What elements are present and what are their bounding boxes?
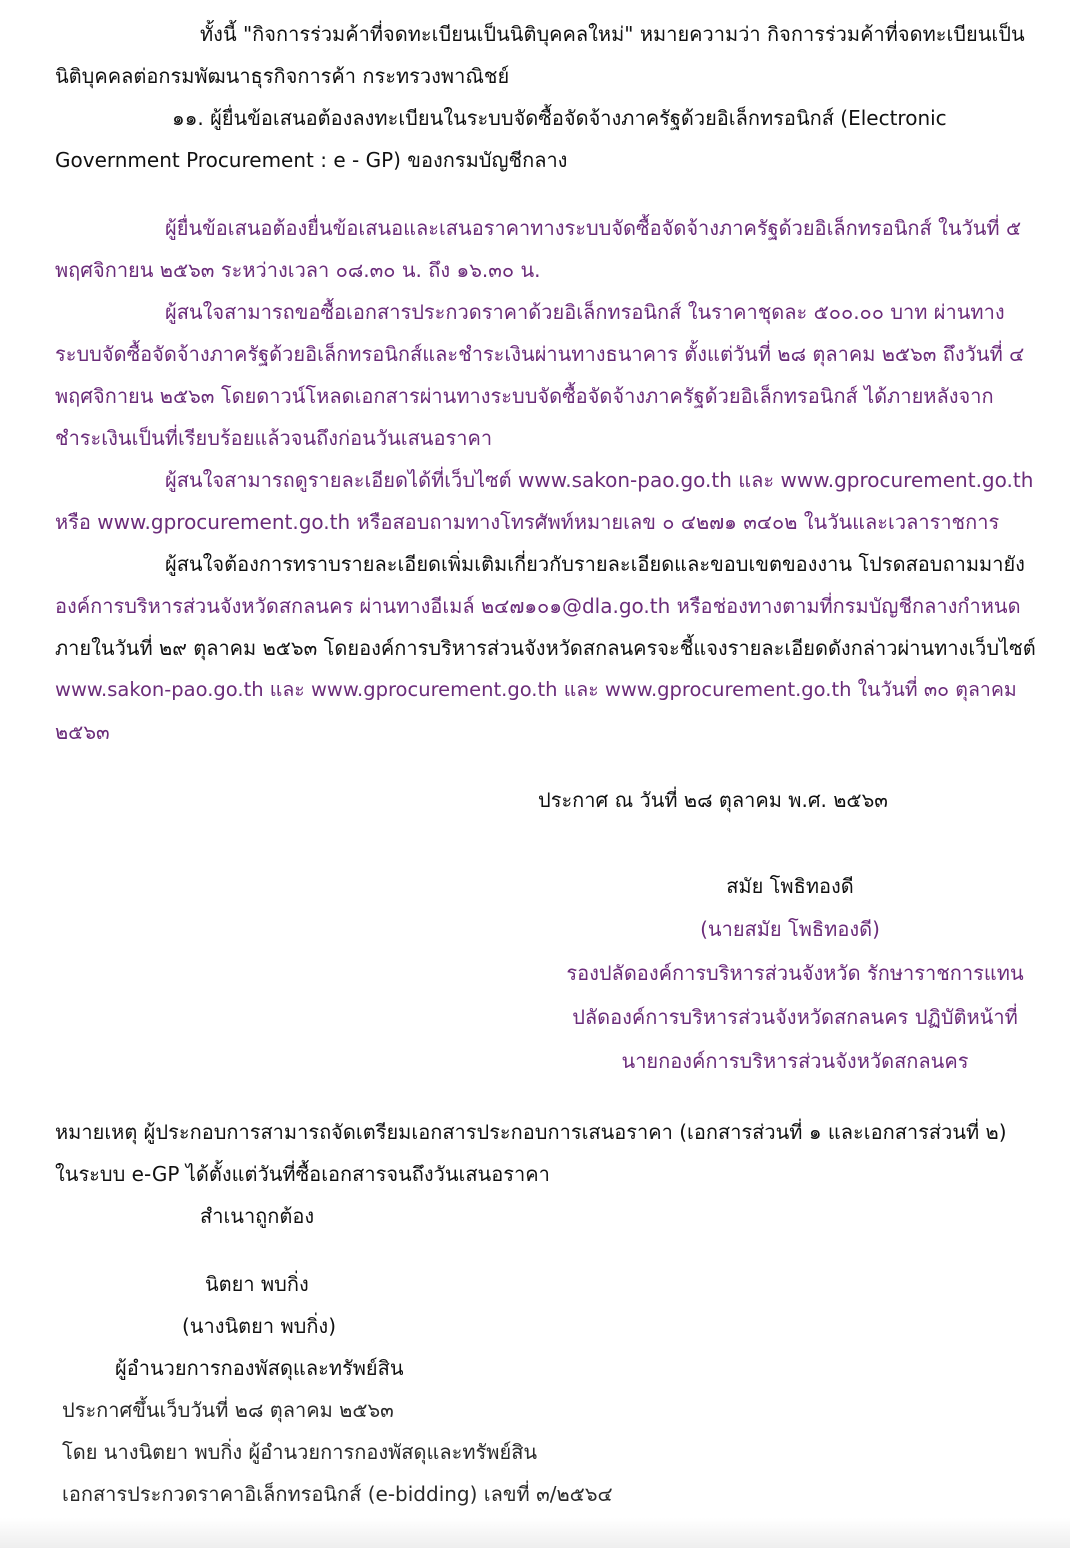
certifier-position: ผู้อำนวยการกองพัสดุและทรัพย์สิน	[115, 1356, 404, 1380]
purchase-paragraph-line2: ระบบจัดซื้อจัดจ้างภาครัฐด้วยอิเล็กทรอนิกส์และชำระเงินผ่านทางธนาคาร ตั้งแต่วันที่ ๒๘ ตุลาคม ๒๕๖๓ ถึงวันที่ ๔	[55, 342, 1025, 366]
website-paragraph-line1: ผู้สนใจสามารถดูรายละเอียดได้ที่เว็บไซต์ www.sakon-pao.go.th และ www.gprocurement.go.th	[165, 468, 1034, 492]
signer-position-line3: นายกองค์การบริหารส่วนจังหวัดสกลนคร	[621, 1049, 969, 1073]
announcement-date: ประกาศ ณ วันที่ ๒๘ ตุลาคม พ.ศ. ๒๕๖๓	[538, 788, 888, 812]
submission-paragraph-line1: ผู้ยื่นข้อเสนอต้องยื่นข้อเสนอและเสนอราคาทางระบบจัดซื้อจัดจ้างภาครัฐด้วยอิเล็กทรอนิกส์ ในวันที่ ๕	[165, 216, 1022, 240]
purchase-paragraph-line1: ผู้สนใจสามารถขอซื้อเอกสารประกวดราคาด้วยอิเล็กทรอนิกส์ ในราคาชุดละ ๕๐๐.๐๐ บาท ผ่านทาง	[165, 300, 1005, 324]
paragraph-joint-venture-line2: นิติบุคคลต่อกรมพัฒนาธุรกิจการค้า กระทรวงพาณิชย์	[55, 64, 510, 88]
note-line1: หมายเหตุ ผู้ประกอบการสามารถจัดเตรียมเอกสารประกอบการเสนอราคา (เอกสารส่วนที่ ๑ และเอกสารส่วนที่ ๒)	[55, 1120, 1007, 1144]
inquiry-paragraph-line2: องค์การบริหารส่วนจังหวัดสกลนคร ผ่านทางอีเมล์ ๒๔๗๑๐๑@dla.go.th หรือช่องทางตามที่กรมบัญชีกลางกำหนด	[55, 594, 1021, 618]
signer-full-name: (นายสมัย โพธิทองดี)	[700, 917, 880, 941]
website-paragraph-line2: หรือ www.gprocurement.go.th หรือสอบถามทางโทรศัพท์หมายเลข ๐ ๔๒๗๑ ๓๔๐๒ ในวันและเวลาราชการ	[55, 510, 1000, 534]
certifier-full-name: (นางนิตยา พบกิ่ง)	[182, 1314, 336, 1338]
purchase-paragraph-line4: ชำระเงินเป็นที่เรียบร้อยแล้วจนถึงก่อนวันเสนอราคา	[55, 426, 493, 450]
signer-name: สมัย โพธิทองดี	[726, 874, 854, 898]
certified-copy-label: สำเนาถูกต้อง	[200, 1204, 315, 1228]
footer-posted-date: ประกาศขึ้นเว็บวันที่ ๒๘ ตุลาคม ๒๕๖๓	[62, 1398, 394, 1422]
page-bottom-shadow	[0, 1518, 1070, 1548]
inquiry-paragraph-line3: ภายในวันที่ ๒๙ ตุลาคม ๒๕๖๓ โดยองค์การบริหารส่วนจังหวัดสกลนครจะชี้แจงรายละเอียดดังกล่าวผ่านทางเว็บไซต์	[55, 636, 1036, 660]
footer-posted-by: โดย นางนิตยา พบกิ่ง ผู้อำนวยการกองพัสดุและทรัพย์สิน	[62, 1440, 538, 1464]
signer-position-line2: ปลัดองค์การบริหารส่วนจังหวัดสกลนคร ปฏิบัติหน้าที่	[572, 1005, 1018, 1029]
purchase-paragraph-line3: พฤศจิกายน ๒๕๖๓ โดยดาวน์โหลดเอกสารผ่านทางระบบจัดซื้อจัดจ้างภาครัฐด้วยอิเล็กทรอนิกส์ ได้ภายหลังจาก	[55, 384, 994, 408]
signer-position-line1: รองปลัดองค์การบริหารส่วนจังหวัด รักษาราชการแทน	[566, 961, 1024, 985]
item-11-line1: ๑๑. ผู้ยื่นข้อเสนอต้องลงทะเบียนในระบบจัดซื้อจัดจ้างภาครัฐด้วยอิเล็กทรอนิกส์ (Electronic	[172, 106, 947, 130]
paragraph-joint-venture-line1: ทั้งนี้ "กิจการร่วมค้าที่จดทะเบียนเป็นนิติบุคคลใหม่" หมายความว่า กิจการร่วมค้าที่จดทะเบียนเป็น	[200, 22, 1025, 46]
submission-paragraph-line2: พฤศจิกายน ๒๕๖๓ ระหว่างเวลา ๐๘.๓๐ น. ถึง ๑๖.๓๐ น.	[55, 258, 541, 282]
item-11-line2: Government Procurement : e - GP) ของกรมบัญชีกลาง	[55, 148, 568, 172]
inquiry-paragraph-line1: ผู้สนใจต้องการทราบรายละเอียดเพิ่มเติมเกี่ยวกับรายละเอียดและขอบเขตของงาน โปรดสอบถามมายัง	[165, 552, 1025, 576]
inquiry-paragraph-line5: ๒๕๖๓	[55, 720, 110, 744]
certifier-name: นิตยา พบกิ่ง	[205, 1272, 309, 1296]
footer-document-number: เอกสารประกวดราคาอิเล็กทรอนิกส์ (e-bidding) เลขที่ ๓/๒๕๖๔	[62, 1482, 613, 1506]
note-line2: ในระบบ e-GP ได้ตั้งแต่วันที่ซื้อเอกสารจนถึงวันเสนอราคา	[55, 1162, 550, 1186]
inquiry-paragraph-line4: www.sakon-pao.go.th และ www.gprocurement.go.th และ www.gprocurement.go.th ในวันที่ ๓๐ ตุลาคม	[55, 678, 1017, 701]
